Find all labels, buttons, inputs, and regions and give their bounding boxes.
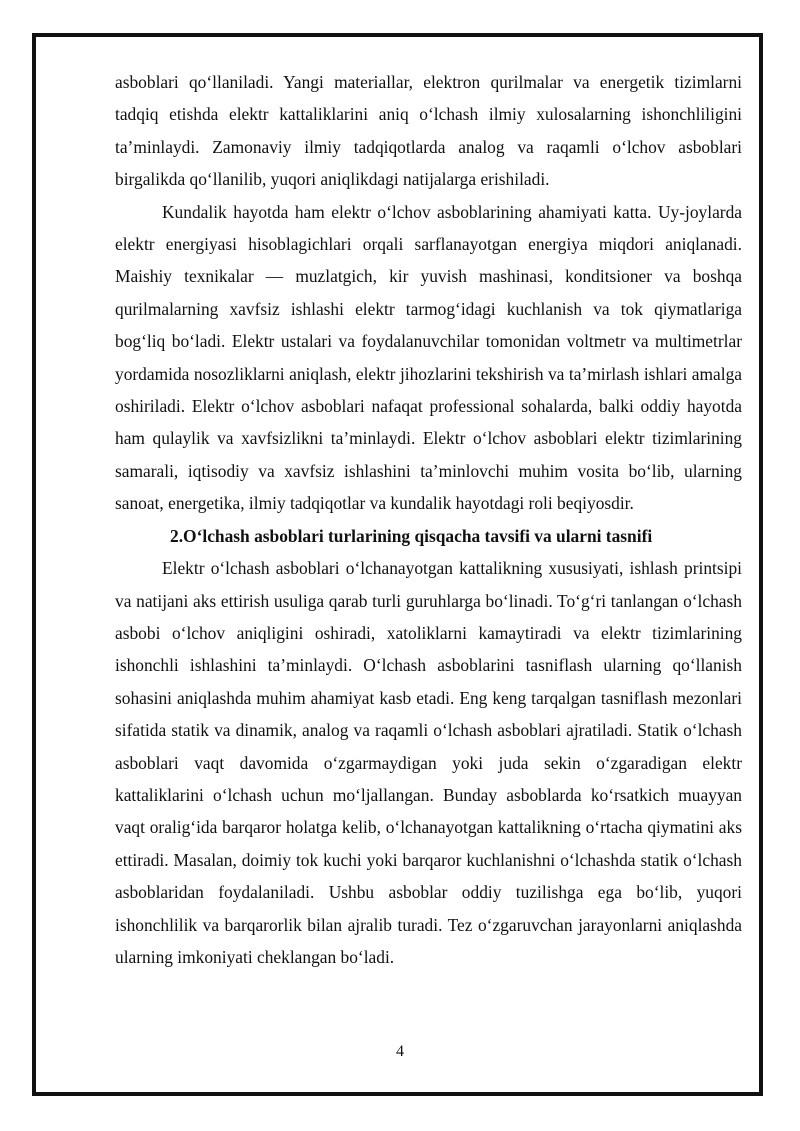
section-heading-text: O‘lchash asboblari turlarining qisqacha tavsifi va ularni tasnifi: [183, 525, 653, 546]
section-heading-number: 2.: [170, 525, 184, 546]
page-content: [115, 66, 742, 973]
page-number: 4: [396, 1043, 404, 1060]
paragraph-classification: Elektr o‘lchash asboblari o‘lchanayotgan kattalikning xususiyati, ishlash printsipi va natijani aks ettirish usuliga qarab turli guruhlarga bo‘linadi. To‘g‘ri tanlangan o‘lchash asbobi o‘lchov aniqligini oshiradi, xatoliklarni kamaytiradi va elektr tizimlarining ishonchli ishlashini ta’minlaydi. O‘lchash asboblarini tasniflash ularning qo‘llanish sohasini aniqlashda muhim ahamiyat kasb etadi. Eng keng tarqalgan tasniflash mezonlari sifatida statik va dinamik, analog va raqamli o‘lchash asboblari ajratiladi. Statik o‘lchash asboblari vaqt davomida o‘zgarmaydigan yoki juda sekin o‘zgaradigan elektr kattaliklarini o‘lchash uchun mo‘ljallangan. Bunday asboblarda ko‘rsatkich muayyan vaqt oralig‘ida barqaror holatga kelib, o‘lchanayotgan kattalikning o‘rtacha qiymatini aks ettiradi. Masalan, doimiy tok kuchi yoki barqaror kuchlanishni o‘lchashda statik o‘lchash asboblaridan foydalaniladi. Ushbu asboblar oddiy tuzilishga ega bo‘lib, yuqori ishonchlilik va barqarorlik bilan ajralib turadi. Tez o‘zgaruvchan jarayonlarni aniqlashda ularning imkoniyati cheklangan bo‘ladi.: [115, 558, 742, 967]
paragraph-continuation: asboblari qo‘llaniladi. Yangi materiallar, elektron qurilmalar va energetik tizimlarni tadqiq etishda elektr kattaliklarini aniq o‘lchash ilmiy xulosalarning ishonchliligini ta’minlaydi. Zamonaviy ilmiy tadqiqotlarda analog va raqamli o‘lchov asboblari birgalikda qo‘llanilib, yuqori aniqlikdagi natijalarga erishiladi.: [115, 72, 742, 190]
section-heading: [115, 520, 742, 552]
paragraph-everyday-life: Kundalik hayotda ham elektr o‘lchov asboblarining ahamiyati katta. Uy-joylarda elektr energiyasi hisoblagichlari orqali sarflanayotgan energiya miqdori aniqlanadi. Maishiy texnikalar — muzlatgich, kir yuvish mashinasi, konditsioner va boshqa qurilmalarning xavfsiz ishlashi elektr tarmog‘idagi kuchlanish va tok qiymatlariga bog‘liq bo‘ladi. Elektr ustalari va foydalanuvchilar tomonidan voltmetr va multimetrlar yordamida nosozliklarni aniqlash, elektr jihozlarini tekshirish va ta’mirlash ishlari amalga oshiriladi. Elektr o‘lchov asboblari nafaqat professional sohalarda, balki oddiy hayotda ham qulaylik va xavfsizlikni ta’minlaydi. Elektr o‘lchov asboblari elektr tizimlarining samarali, iqtisodiy va xavfsiz ishlashini ta’minlovchi muhim vosita bo‘lib, ularning sanoat, energetika, ilmiy tadqiqotlar va kundalik hayotdagi roli beqiyosdir.: [115, 201, 742, 514]
